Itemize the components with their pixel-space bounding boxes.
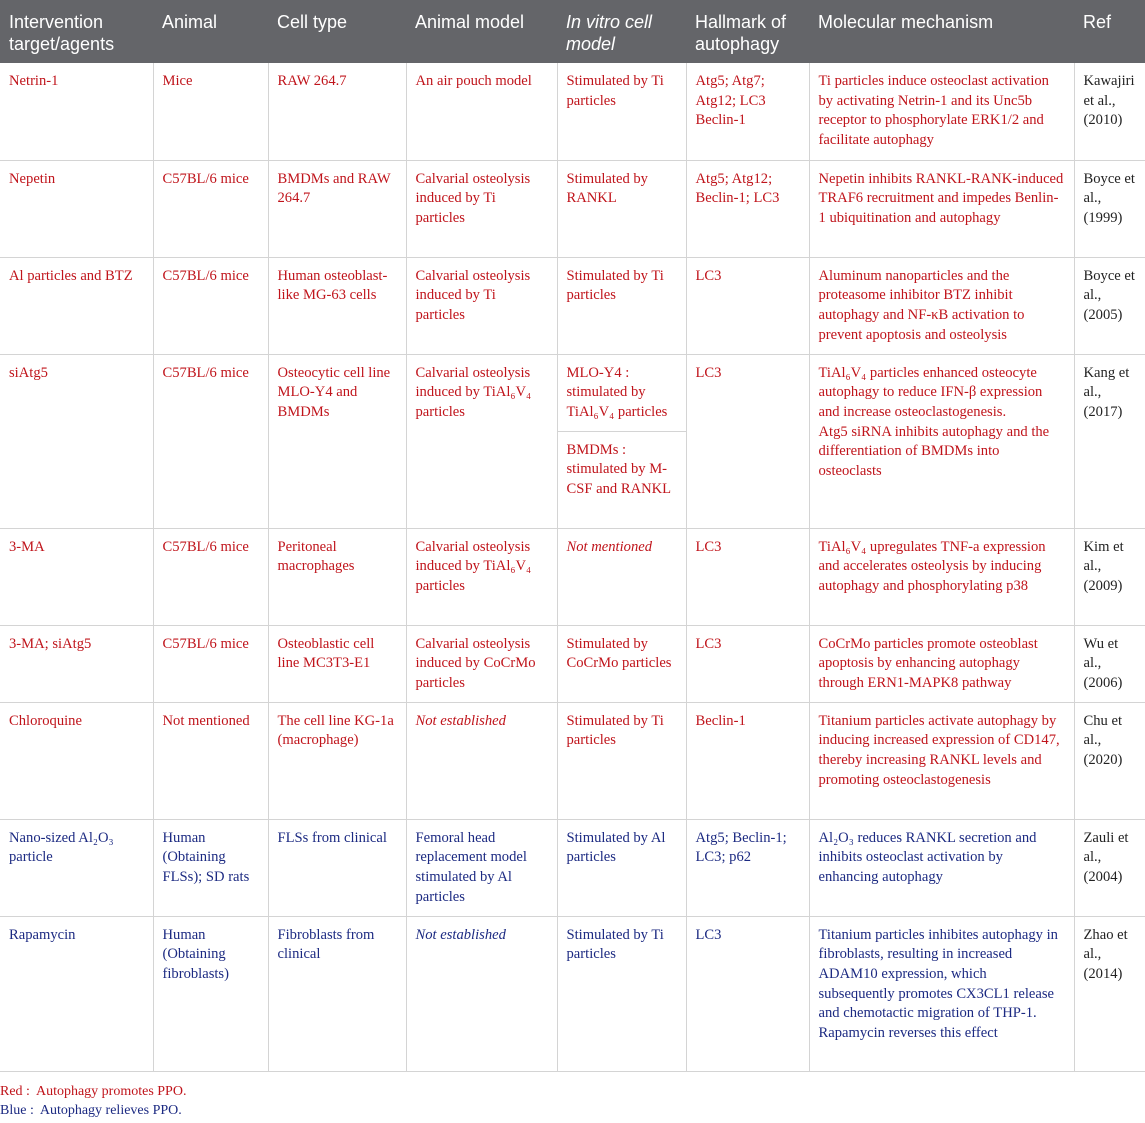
cell-cell-type: Osteoblastic cell line MC3T3-E1 (268, 625, 406, 702)
cell-in-vitro: Stimulated by Ti particles (557, 916, 686, 1071)
cell-ref: Kawajiri et al., (2010) (1074, 63, 1145, 160)
cell-target: Nepetin (0, 160, 153, 257)
cell-cell-type: FLSs from clinical (268, 819, 406, 916)
header-ref: Ref (1074, 0, 1145, 63)
table-row (0, 257, 1145, 354)
table-row (0, 160, 1145, 257)
cell-animal-model: Calvarial osteolysis induced by TiAl₆V₄ particles (406, 528, 557, 625)
cell-in-vitro: Stimulated by Ti particles (557, 702, 686, 819)
cell-in-vitro: Not mentioned (557, 528, 686, 625)
cell-in-vitro: Stimulated by Al particles (557, 819, 686, 916)
cell-animal: C57BL/6 mice (153, 528, 268, 625)
cell-cell-type: BMDMs and RAW 264.7 (268, 160, 406, 257)
table-footnotes (0, 1082, 186, 1120)
cell-hallmark: LC3 (686, 916, 809, 1071)
cell-hallmark: Atg5; Atg12; Beclin-1; LC3 (686, 160, 809, 257)
cell-animal-model: An air pouch model (406, 63, 557, 160)
footnote-red-key: Red : (0, 1084, 30, 1099)
cell-cell-type: Osteocytic cell line MLO-Y4 and BMDMs (268, 354, 406, 528)
cell-cell-type: The cell line KG-1a (macrophage) (268, 702, 406, 819)
cell-ref: Boyce et al., (1999) (1074, 160, 1145, 257)
table-row (0, 702, 1145, 819)
cell-animal: C57BL/6 mice (153, 354, 268, 528)
cell-animal-model: Calvarial osteolysis induced by CoCrMo particles (406, 625, 557, 702)
cell-hallmark: Atg5; Atg7; Atg12; LC3 Beclin-1 (686, 63, 809, 160)
cell-animal: C57BL/6 mice (153, 625, 268, 702)
header-hallmark: Hallmark of autophagy (686, 0, 809, 63)
cell-ref: Chu et al., (2020) (1074, 702, 1145, 819)
table-row (0, 354, 1145, 528)
cell-in-vitro (557, 354, 686, 528)
cell-in-vitro: Stimulated by RANKL (557, 160, 686, 257)
header-in-vitro-label: In vitro cell model (566, 12, 653, 54)
table-row (0, 916, 1145, 1071)
cell-cell-type: Fibroblasts from clinical (268, 916, 406, 1071)
cell-target: Nano-sized Al₂O₃ particle (0, 819, 153, 916)
cell-hallmark: LC3 (686, 257, 809, 354)
cell-animal: Human (Obtaining fibroblasts) (153, 916, 268, 1071)
cell-animal-model: Calvarial osteolysis induced by Ti particles (406, 257, 557, 354)
cell-mechanism: CoCrMo particles promote osteoblast apoptosis by enhancing autophagy through ERN1-MAPK8 pathway (809, 625, 1074, 702)
cell-target: 3-MA; siAtg5 (0, 625, 153, 702)
cell-in-vitro: Stimulated by Ti particles (557, 63, 686, 160)
table-row (0, 819, 1145, 916)
cell-ref: Boyce et al., (2005) (1074, 257, 1145, 354)
cell-animal-model: Not established (406, 916, 557, 1071)
cell-mechanism: Al₂O₃ reduces RANKL secretion and inhibits osteoclast activation by enhancing autophagy (809, 819, 1074, 916)
cell-animal: Not mentioned (153, 702, 268, 819)
cell-cell-type: Human osteoblast-like MG-63 cells (268, 257, 406, 354)
cell-animal-model: Not established (406, 702, 557, 819)
footnote-red-text: Autophagy promotes PPO. (35, 1084, 187, 1099)
in-vitro-mlo-y4: MLO-Y4 : stimulated by TiAl₆V₄ particles (566, 364, 668, 420)
cell-hallmark: Beclin-1 (686, 702, 809, 819)
cell-animal: C57BL/6 mice (153, 257, 268, 354)
footnote-blue-key: Blue : (0, 1103, 34, 1118)
cell-cell-type: Peritoneal macrophages (268, 528, 406, 625)
cell-animal-model: Femoral head replacement model stimulated by Al particles (406, 819, 557, 916)
cell-in-vitro: Stimulated by CoCrMo particles (557, 625, 686, 702)
cell-animal-model: Calvarial osteolysis induced by TiAl₆V₄ particles (406, 354, 557, 528)
cell-mechanism: Titanium particles activate autophagy by inducing increased expression of CD147, thereby increasing RANKL levels and promoting osteoclastogenesis (809, 702, 1074, 819)
header-cell-type: Cell type (268, 0, 406, 63)
in-vitro-bmdms: BMDMs : stimulated by M-CSF and RANKL (558, 431, 686, 508)
cell-ref: Wu et al., (2006) (1074, 625, 1145, 702)
table-row (0, 528, 1145, 625)
cell-hallmark: LC3 (686, 528, 809, 625)
cell-target: Netrin-1 (0, 63, 153, 160)
cell-target: Rapamycin (0, 916, 153, 1071)
table-row (0, 63, 1145, 160)
header-animal-model: Animal model (406, 0, 557, 63)
header-intervention-target: Intervention target/agents (0, 0, 153, 63)
cell-mechanism: Aluminum nanoparticles and the proteasome inhibitor BTZ inhibit autophagy and NF-κB activation to prevent apoptosis and osteolysis (809, 257, 1074, 354)
cell-mechanism (809, 354, 1074, 528)
cell-ref: Zhao et al., (2014) (1074, 916, 1145, 1071)
cell-mechanism: Titanium particles inhibites autophagy in fibroblasts, resulting in increased ADAM10 expression, which subsequently promotes CX3CL1 release and chemotactic migration of THP-1. Rapamycin reverses this effect (809, 916, 1074, 1071)
footnote-blue-text: Autophagy relieves PPO. (39, 1103, 182, 1118)
header-in-vitro-model (557, 0, 686, 63)
cell-mechanism: Ti particles induce osteoclast activation by activating Netrin-1 and its Unc5b receptor to phosphorylate ERK1/2 and facilitate autophagy (809, 63, 1074, 160)
cell-cell-type: RAW 264.7 (268, 63, 406, 160)
cell-target: Al particles and BTZ (0, 257, 153, 354)
footnote-red (0, 1082, 186, 1101)
cell-animal: Mice (153, 63, 268, 160)
header-mechanism: Molecular mechanism (809, 0, 1074, 63)
mechanism-text: TiAl₆V₄ particles enhanced osteocyte autophagy to reduce IFN-β expression and increase osteoclastogenesis. (818, 364, 1043, 420)
cell-target: 3-MA (0, 528, 153, 625)
cell-hallmark: LC3 (686, 625, 809, 702)
cell-target: siAtg5 (0, 354, 153, 528)
cell-ref: Zauli et al., (2004) (1074, 819, 1145, 916)
cell-in-vitro: Stimulated by Ti particles (557, 257, 686, 354)
cell-ref: Kim et al., (2009) (1074, 528, 1145, 625)
header-animal: Animal (153, 0, 268, 63)
cell-animal-model: Calvarial osteolysis induced by Ti particles (406, 160, 557, 257)
cell-ref: Kang et al., (2017) (1074, 354, 1145, 528)
cell-hallmark: LC3 (686, 354, 809, 528)
cell-target: Chloroquine (0, 702, 153, 819)
table-row (0, 625, 1145, 702)
table-header-row (0, 0, 1145, 63)
cell-animal: Human (Obtaining FLSs); SD rats (153, 819, 268, 916)
cell-animal: C57BL/6 mice (153, 160, 268, 257)
cell-hallmark: Atg5; Beclin-1; LC3; p62 (686, 819, 809, 916)
mechanism-text-2: Atg5 siRNA inhibits autophagy and the differentiation of BMDMs into osteoclasts (818, 423, 1050, 480)
footnote-blue (0, 1101, 186, 1120)
cell-mechanism: Nepetin inhibits RANKL-RANK-induced TRAF6 recruitment and impedes Benlin-1 ubiquitination and autophagy (809, 160, 1074, 257)
cell-mechanism: TiAl₆V₄ upregulates TNF-a expression and accelerates osteolysis by inducing autophagy and phosphorylating p38 (809, 528, 1074, 625)
